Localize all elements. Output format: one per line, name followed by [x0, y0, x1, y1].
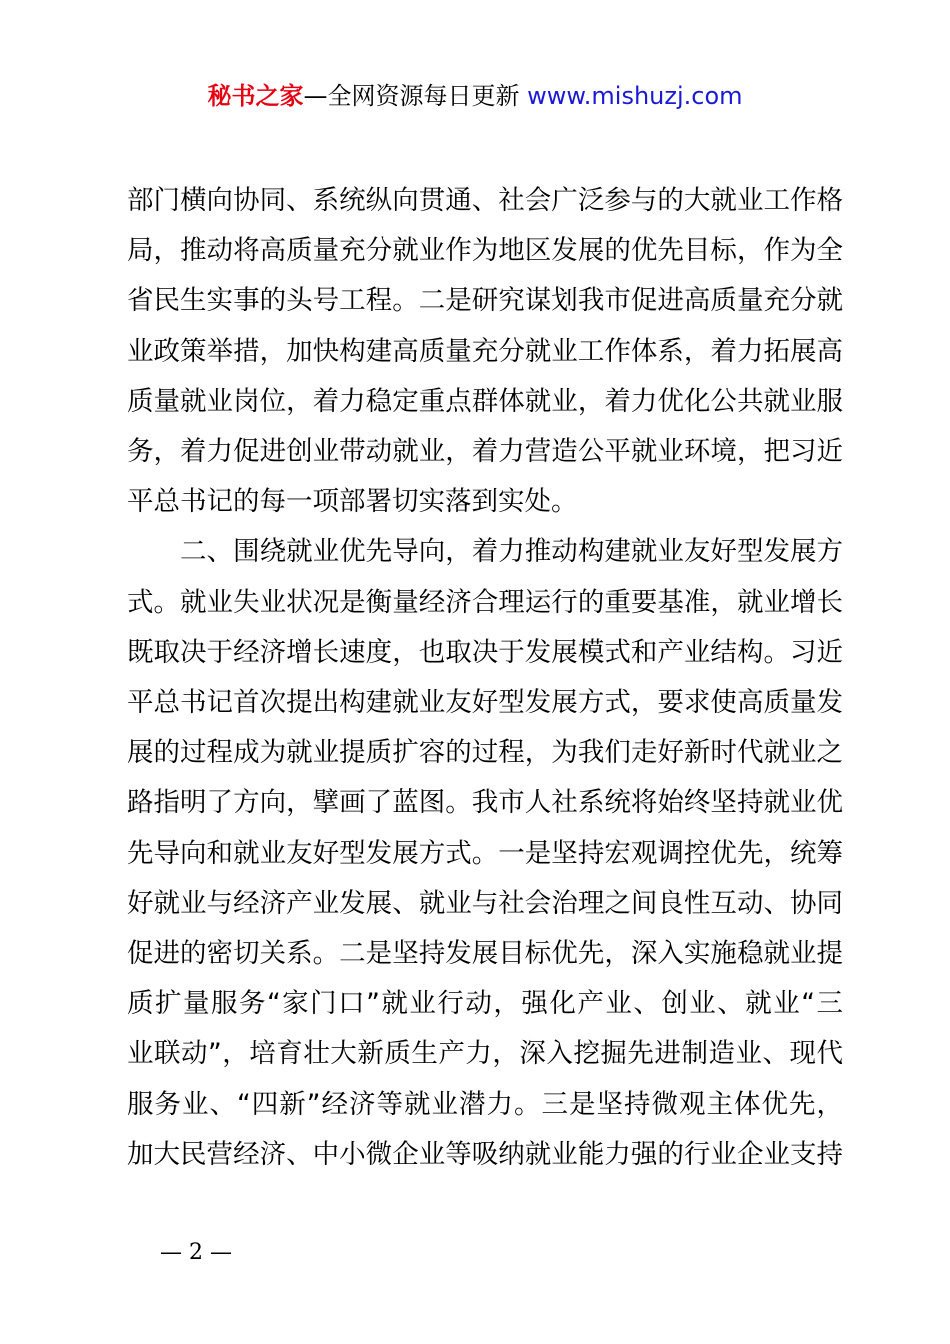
text-line: 先导向和就业友好型发展方式。一是坚持宏观调控优先，统筹 [127, 837, 843, 869]
text-line: 既取决于经济增长速度，也取决于发展模式和产业结构。习近 [127, 636, 843, 668]
text-line: 质量就业岗位，着力稳定重点群体就业，着力优化公共就业服 [127, 385, 843, 417]
paragraph-2 [127, 527, 843, 1180]
paragraph-1 [127, 176, 843, 527]
site-brand: 秘书之家 [207, 82, 304, 110]
text-line: 展的过程成为就业提质扩容的过程，为我们走好新时代就业之 [127, 737, 843, 769]
text-line: 业政策举措，加快构建高质量充分就业工作体系，着力拓展高 [127, 335, 843, 367]
page-number: — 2 — [160, 1240, 232, 1265]
text-line: 平总书记的每一项部署切实落到实处。 [127, 486, 578, 518]
text-line: 好就业与经济产业发展、就业与社会治理之间良性互动、协同 [127, 887, 843, 919]
text-line: 二、围绕就业优先导向，着力推动构建就业友好型发展方 [127, 536, 843, 568]
text-line: 平总书记首次提出构建就业友好型发展方式，要求使高质量发 [127, 687, 843, 719]
site-header [0, 80, 950, 112]
text-line: 路指明了方向，擘画了蓝图。我市人社系统将始终坚持就业优 [127, 787, 843, 819]
text-line: 业联动”，培育壮大新质生产力，深入挖掘先进制造业、现代 [127, 1038, 843, 1070]
site-url-link[interactable]: www.mishuzj.com [527, 82, 743, 110]
text-line: 服务业、“四新”经济等就业潜力。三是坚持微观主体优先， [127, 1088, 843, 1120]
text-line: 促进的密切关系。二是坚持发展目标优先，深入实施稳就业提 [127, 938, 843, 970]
text-line: 务，着力促进创业带动就业，着力营造公平就业环境，把习近 [127, 436, 843, 468]
site-tagline: —全网资源每日更新 [303, 82, 528, 110]
text-line: 式。就业失业状况是衡量经济合理运行的重要基准，就业增长 [127, 586, 843, 618]
text-line: 省民生实事的头号工程。二是研究谋划我市促进高质量充分就 [127, 285, 843, 317]
text-line: 质扩量服务“家门口”就业行动，强化产业、创业、就业“三 [127, 988, 843, 1020]
text-line: 部门横向协同、系统纵向贯通、社会广泛参与的大就业工作格 [127, 185, 843, 216]
text-line: 局，推动将高质量充分就业作为地区发展的优先目标，作为全 [127, 235, 843, 267]
document-body [127, 176, 843, 1180]
text-line: 加大民营经济、中小微企业等吸纳就业能力强的行业企业支持 [127, 1138, 843, 1170]
